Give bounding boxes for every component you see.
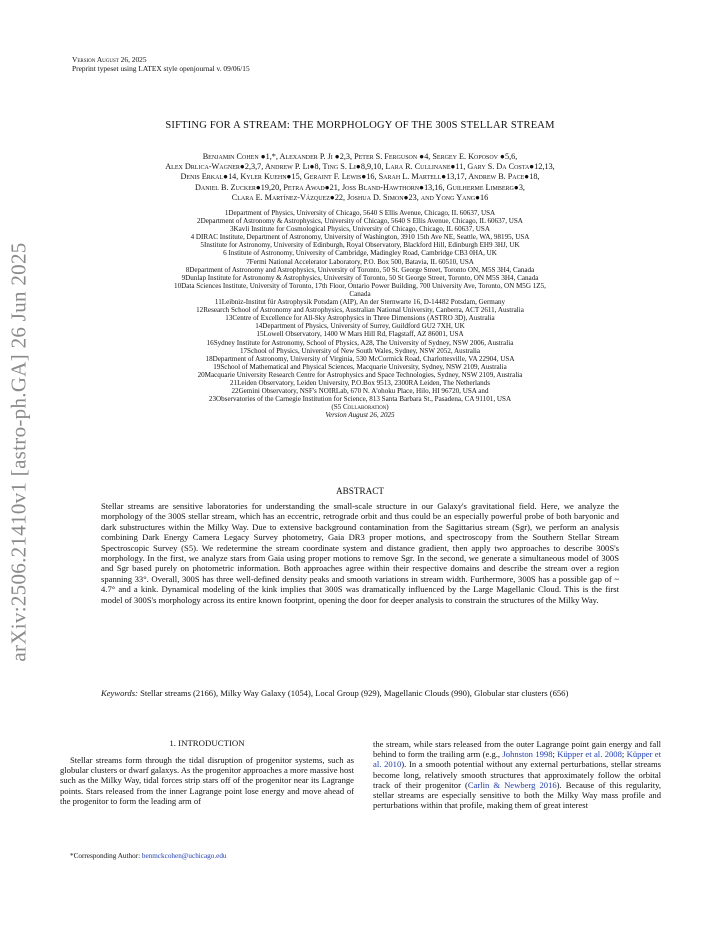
affiliation: 8Department of Astronomy and Astrophysics, University of Toronto, 50 St. George Street, Toronto ON, M5S 3H4, Canada (185, 265, 535, 274)
version-header: Version August 26, 2025 (72, 55, 147, 64)
intro-column-2: the stream, while stars released from the outer Lagrange point gain energy and fall behind to form the trailing arm (e.g., Johnston 1998; Küpper et al. 2008; Küpper et al. 2010). In a smooth potential without any external perturbations, stellar streams become long, relatively smooth structures that approximately follow the orbital track of their progenitor (Carlin & Newberg 2016). Because of this regularity, stellar streams are especially sensitive to both the Milky Way mass profile and perturbations within that profile, making them of great interest (373, 739, 662, 811)
affiliation: Canada (349, 289, 371, 298)
affiliation: 19School of Mathematical and Physical Sciences, Macquarie University, Sydney, NSW 2109, Australia (213, 362, 507, 371)
email-link[interactable]: benmckcohen@uchicago.edu (141, 852, 227, 860)
citation-link[interactable]: Carlin & Newberg 2016 (467, 779, 557, 790)
version-line: Version August 26, 2025 (325, 411, 395, 420)
affiliation: 3Kavli Institute for Cosmological Physics, University of Chicago, Chicago, IL 60637, USA (229, 225, 490, 234)
affiliation: 5Institute for Astronomy, University of Edinburgh, Royal Observatory, Blackford Hill, Edinburgh EH9 3HJ, UK (200, 241, 520, 250)
affiliation: 15Lowell Observatory, 1400 W Mars Hill Rd, Flagstaff, AZ 86001, USA (256, 330, 464, 339)
affiliation: 2Department of Astronomy & Astrophysics, University of Chicago, 5640 S Ellis Avenue, Chicago, IL 60637, USA (197, 217, 523, 226)
arxiv-id: arXiv:2506.21410v1 [astro-ph.GA] 26 Jun 2025 (6, 242, 31, 662)
affiliation: 22Gemini Observatory, NSF's NOIRLab, 670 N. A'ohoku Place, Hilo, HI 96720, USA and (231, 387, 489, 396)
preprint-header (72, 55, 250, 73)
affiliation: 9Dunlap Institute for Astronomy & Astrophysics, University of Toronto, 50 St George Street, Toronto, ON M5S 3H4, Canada (181, 273, 539, 282)
author-line: Daniel B. Zucker●19,20, Petra Awad●21, Joss Bland-Hawthorn●13,16, Guilherme Limberg●3, (195, 182, 525, 192)
affiliation: 18Department of Astronomy, University of Virginia, 530 McCormick Road, Charlottesville, VA 22904, USA (205, 354, 515, 363)
paper-title: SIFTING FOR A STREAM: THE MORPHOLOGY OF THE 300S STELLAR STREAM (165, 120, 555, 131)
abstract-text: Stellar streams are sensitive laboratories for understanding the small-scale structure in our Galaxy's gravitational field. Here, we analyze the morphology of the 300S stellar stream, which has an eccentric, retrograde orbit and thus could be an especially powerful probe of both baryonic and dark substructures within the Milky Way. Due to extensive background contamination from the Sagittarius stream (Sgr), we perform an analysis combining Dark Energy Camera Legacy Survey photometry, Gaia DR3 proper motions, and spectroscopy from the Southern Stellar Stream Spectroscopic Survey (S5). We redetermine the stream coordinate system and distance gradient, then apply two approaches to describe 300S's morphology. In the first, we analyze stars from Gaia using proper motions to remove Sgr. In the second, we generate a simultaneous model of 300S and Sgr based purely on photometric information. Both approaches agree within their respective domains and describe the stream over a region spanning 33°. Overall, 300S has three well-defined density peaks and smooth variations in stream width. Furthermore, 300S has a possible gap of ~ 4.7° and a kink. Dynamical modeling of the kink implies that 300S was dramatically influenced by the Large Magellanic Cloud. This is the first model of 300S's morphology across its entire known footprint, opening the door for deeper analysis to constrain the structures of the Milky Way. (101, 501, 619, 605)
affiliation: 6 Institute of Astronomy, University of Cambridge, Madingley Road, Cambridge CB3 0HA, UK (223, 249, 497, 258)
affiliation: 20Macquarie University Research Centre for Astrophysics and Space Technologies, Sydney, NSW 2109, Australia (197, 370, 523, 379)
affiliation: 14Department of Physics, University of Surrey, Guildford GU2 7XH, UK (255, 322, 465, 331)
author-list (60, 152, 660, 203)
author-line: Denis Erkal●14, Kyler Kuehn●15, Geraint F. Lewis●16, Sarah L. Martell●13,17, Andrew B. Pace●18, (180, 172, 540, 182)
keywords-label: Keywords: (101, 688, 138, 698)
collaboration: (S5 Collaboration) (331, 403, 389, 412)
affiliation: 23Observatories of the Carnegie Institution for Science, 813 Santa Barbara St., Pasadena, CA 91101, USA (208, 395, 512, 404)
keywords (101, 688, 619, 698)
affiliation: 11Leibniz-Institut für Astrophysik Potsdam (AIP), An der Sternwarte 16, D-14482 Potsdam, Germany (214, 298, 506, 307)
affiliation: 12Research School of Astronomy and Astrophysics, Australian National University, Canberra, ACT 2611, Australia (196, 306, 524, 315)
citation-link[interactable]: Küpper et al. 2010 (373, 749, 662, 770)
affiliation: 10Data Sciences Institute, University of Toronto, 17th Floor, Ontario Power Building, 700 University Ave, Toronto, ON M5G 1Z5, (174, 281, 546, 290)
author-line: Alex Drlica-Wagner●2,3,7, Andrew P. Li●8, Ting S. Li●8,9,10, Lara R. Cullinane●11, Gary S. Da Costa●12,13, (165, 162, 555, 172)
intro-column-1: Stellar streams form through the tidal disruption of progenitor systems, such as globular clusters or dwarf galaxys. As the progenitor approaches a more massive host such as the Milky Way, tidal forces strip stars off of the progenitor near its Lagrange points. Stars released from the inner Lagrange point lose energy and move ahead of the progenitor to form the leading arm of (60, 755, 354, 806)
section-heading: 1. INTRODUCTION (169, 738, 245, 748)
affiliation: 7Fermi National Accelerator Laboratory, P.O. Box 500, Batavia, IL 60510, USA (246, 257, 474, 266)
affiliation: 4 DIRAC Institute, Department of Astronomy, University of Washington, 3910 15th Ave NE, Seattle, WA, 98195, USA (190, 233, 530, 242)
keywords-list: Stellar streams (2166), Milky Way Galaxy (1054), Local Group (929), Magellanic Clouds (990), Globular star clusters (656) (140, 688, 569, 698)
abstract-heading: ABSTRACT (336, 486, 384, 496)
author-line: Clara E. Martínez-Vázquez●22, Joshua D. Simon●23, and Yong Yang●16 (231, 192, 489, 202)
affiliation: 13Centre of Excellence for All-Sky Astrophysics in Three Dimensions (ASTRO 3D), Australia (225, 314, 495, 323)
affiliation: 17School of Physics, University of New South Wales, Sydney, NSW 2052, Australia (239, 346, 481, 355)
author-line: Benjamin Cohen ●1,*, Alexander P. Ji ●2,3, Peter S. Ferguson ●4, Sergey E. Koposov ●5,6, (202, 152, 518, 161)
citation-link[interactable]: Küpper et al. 2008 (557, 749, 622, 760)
footnote-label: *Corresponding Author: (70, 852, 141, 860)
footnote (70, 852, 227, 860)
affiliation-list (60, 209, 660, 419)
preprint-note: Preprint typeset using LATEX style openjournal v. 09/06/15 (72, 64, 250, 73)
arxiv-stamp (0, 0, 38, 932)
affiliation: 21Leiden Observatory, Leiden University, P.O.Box 9513, 2300RA Leiden, The Netherlands (230, 378, 490, 387)
affiliation: 16Sydney Institute for Astronomy, School of Physics, A28, The University of Sydney, NSW 2006, Australia (206, 338, 514, 347)
citation-link[interactable]: Johnston 1998 (502, 749, 553, 760)
affiliation: 1Department of Physics, University of Chicago, 5640 S Ellis Avenue, Chicago, IL 60637, USA (224, 209, 496, 217)
